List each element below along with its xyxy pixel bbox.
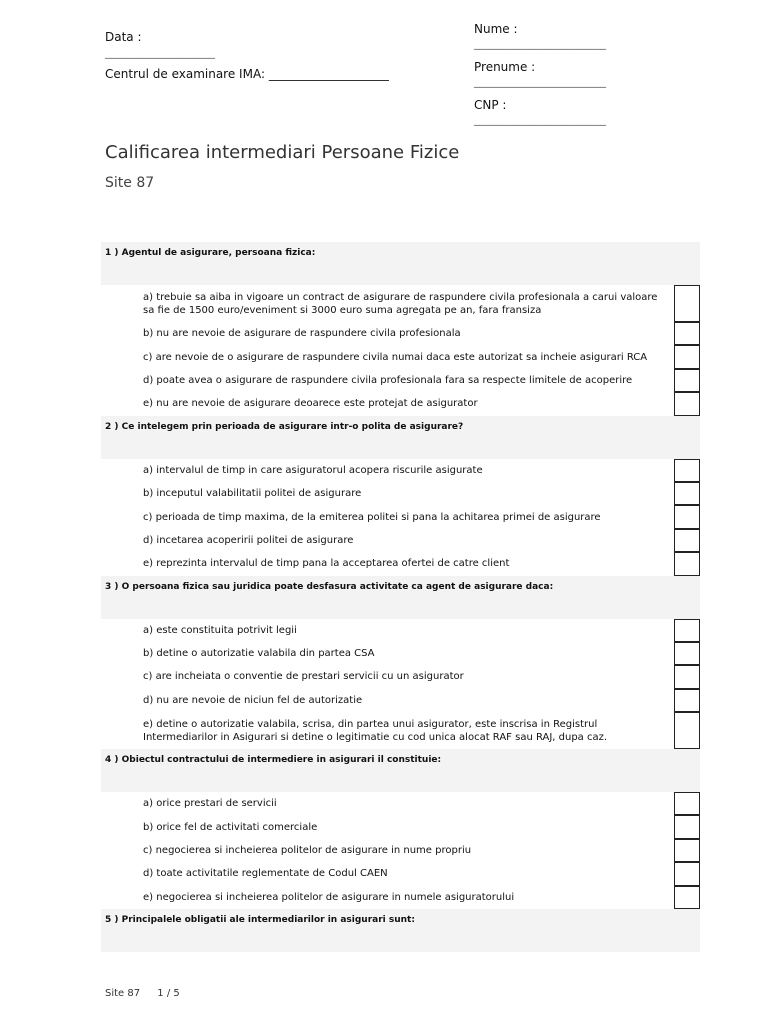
answer-checkbox[interactable] xyxy=(674,712,700,749)
answer-checkbox[interactable] xyxy=(674,619,700,642)
answer-checkbox[interactable] xyxy=(674,529,700,552)
date-line[interactable]: ____________________ xyxy=(105,46,215,59)
header-left xyxy=(105,30,389,81)
answer-checkbox[interactable] xyxy=(674,886,700,909)
nume-label: Nume : xyxy=(474,22,518,36)
answer-option xyxy=(101,642,700,665)
question-heading: 2 ) Ce intelegem prin perioada de asigurare intr-o polita de asigurare? xyxy=(101,416,700,459)
center-line[interactable]: ____________________ xyxy=(268,67,389,81)
answer-checkbox[interactable] xyxy=(674,369,700,392)
question-list xyxy=(101,242,700,952)
answer-option xyxy=(101,839,700,862)
answer-checkbox[interactable] xyxy=(674,345,700,368)
answer-option xyxy=(101,619,700,642)
answer-checkbox[interactable] xyxy=(674,459,700,482)
answer-option xyxy=(101,792,700,815)
answer-option xyxy=(101,712,700,749)
answer-checkbox[interactable] xyxy=(674,322,700,345)
answer-checkbox[interactable] xyxy=(674,815,700,838)
answer-text: e) negocierea si incheierea politelor de asigurare in numele asiguratorului xyxy=(143,891,515,903)
answer-text: d) nu are nevoie de niciun fel de autorizatie xyxy=(143,694,363,706)
answer-option xyxy=(101,322,700,345)
answer-text: d) poate avea o asigurare de raspundere civila profesionala fara sa respecte limitele de acoperire xyxy=(143,374,633,386)
answer-option xyxy=(101,689,700,712)
page-subtitle: Site 87 xyxy=(105,175,155,191)
answer-option xyxy=(101,482,700,505)
center-row xyxy=(105,67,389,81)
answer-list xyxy=(101,285,700,416)
answer-option xyxy=(101,665,700,688)
answer-text: c) are nevoie de o asigurare de raspundere civila numai daca este autorizat sa incheie asigurari RCA xyxy=(143,351,648,363)
nume-line[interactable]: ________________________ xyxy=(474,37,606,50)
answer-checkbox[interactable] xyxy=(674,552,700,575)
page-footer xyxy=(105,988,194,999)
answer-text: e) detine o autorizatie valabila, scrisa, din partea unui asigurator, este inscrisa in Registrul Intermediarilor in Asigurari si detine o legitimatie cu cod unica alocat RAF sau RAJ, dupa caz. xyxy=(143,718,608,743)
answer-text: c) are incheiata o conventie de prestari servicii cu un asigurator xyxy=(143,671,464,683)
answer-text: c) negocierea si incheierea politelor de asigurare in nume propriu xyxy=(143,845,472,857)
page-title: Calificarea intermediari Persoane Fizice xyxy=(105,142,460,163)
answer-checkbox[interactable] xyxy=(674,665,700,688)
answer-text: a) orice prestari de servicii xyxy=(143,798,277,810)
answer-option xyxy=(101,552,700,575)
answer-text: d) toate activitatile reglementate de Codul CAEN xyxy=(143,868,388,880)
answer-text: a) este constituita potrivit legii xyxy=(143,624,297,636)
answer-text: e) reprezinta intervalul de timp pana la acceptarea ofertei de catre client xyxy=(143,558,510,570)
answer-option xyxy=(101,862,700,885)
answer-text: b) nu are nevoie de asigurare de raspundere civila profesionala xyxy=(143,328,461,340)
answer-option xyxy=(101,369,700,392)
answer-checkbox[interactable] xyxy=(674,392,700,415)
answer-option xyxy=(101,529,700,552)
footer-site: Site 87 xyxy=(105,988,141,999)
answer-text: e) nu are nevoie de asigurare deoarece este protejat de asigurator xyxy=(143,398,478,410)
cnp-line[interactable]: ________________________ xyxy=(474,113,606,126)
answer-text: b) orice fel de activitati comerciale xyxy=(143,821,318,833)
answer-list xyxy=(101,619,700,750)
answer-option xyxy=(101,459,700,482)
question-heading: 5 ) Principalele obligatii ale intermediarilor in asigurari sunt: xyxy=(101,909,700,952)
nume-field xyxy=(474,22,606,60)
answer-text: a) trebuie sa aiba in vigoare un contract de asigurare de raspundere civila profesionala a carui valoare sa fie de 1500 euro/eveniment si 3000 euro suma agregata pe an, fara fransiza xyxy=(143,291,658,316)
answer-option xyxy=(101,505,700,528)
question-heading: 4 ) Obiectul contractului de intermediere in asigurari il constituie: xyxy=(101,749,700,792)
answer-text: c) perioada de timp maxima, de la emiterea politei si pana la achitarea primei de asigurare xyxy=(143,511,601,523)
answer-option xyxy=(101,815,700,838)
question-heading: 3 ) O persoana fizica sau juridica poate desfasura activitate ca agent de asigurare daca: xyxy=(101,576,700,619)
answer-text: b) detine o autorizatie valabila din partea CSA xyxy=(143,648,375,660)
answer-checkbox[interactable] xyxy=(674,689,700,712)
answer-text: d) incetarea acoperirii politei de asigurare xyxy=(143,534,354,546)
answer-list xyxy=(101,792,700,909)
answer-checkbox[interactable] xyxy=(674,482,700,505)
answer-option xyxy=(101,345,700,368)
footer-page: 1 / 5 xyxy=(157,988,180,999)
answer-list xyxy=(101,459,700,576)
answer-text: b) inceputul valabilitatii politei de asigurare xyxy=(143,488,362,500)
answer-checkbox[interactable] xyxy=(674,505,700,528)
answer-option xyxy=(101,886,700,909)
prenume-field xyxy=(474,60,606,98)
cnp-field xyxy=(474,98,606,136)
prenume-label: Prenume : xyxy=(474,60,536,74)
answer-checkbox[interactable] xyxy=(674,642,700,665)
prenume-line[interactable]: ________________________ xyxy=(474,75,606,88)
answer-checkbox[interactable] xyxy=(674,862,700,885)
answer-checkbox[interactable] xyxy=(674,792,700,815)
answer-option xyxy=(101,392,700,415)
answer-option xyxy=(101,285,700,322)
answer-text: a) intervalul de timp in care asiguratorul acopera riscurile asigurate xyxy=(143,464,483,476)
answer-checkbox[interactable] xyxy=(674,285,700,322)
question-heading: 1 ) Agentul de asigurare, persoana fizica: xyxy=(101,242,700,285)
header-right xyxy=(474,22,606,136)
cnp-label: CNP : xyxy=(474,98,507,112)
date-label: Data : xyxy=(105,30,142,44)
answer-checkbox[interactable] xyxy=(674,839,700,862)
center-label: Centrul de examinare IMA: xyxy=(105,67,265,81)
